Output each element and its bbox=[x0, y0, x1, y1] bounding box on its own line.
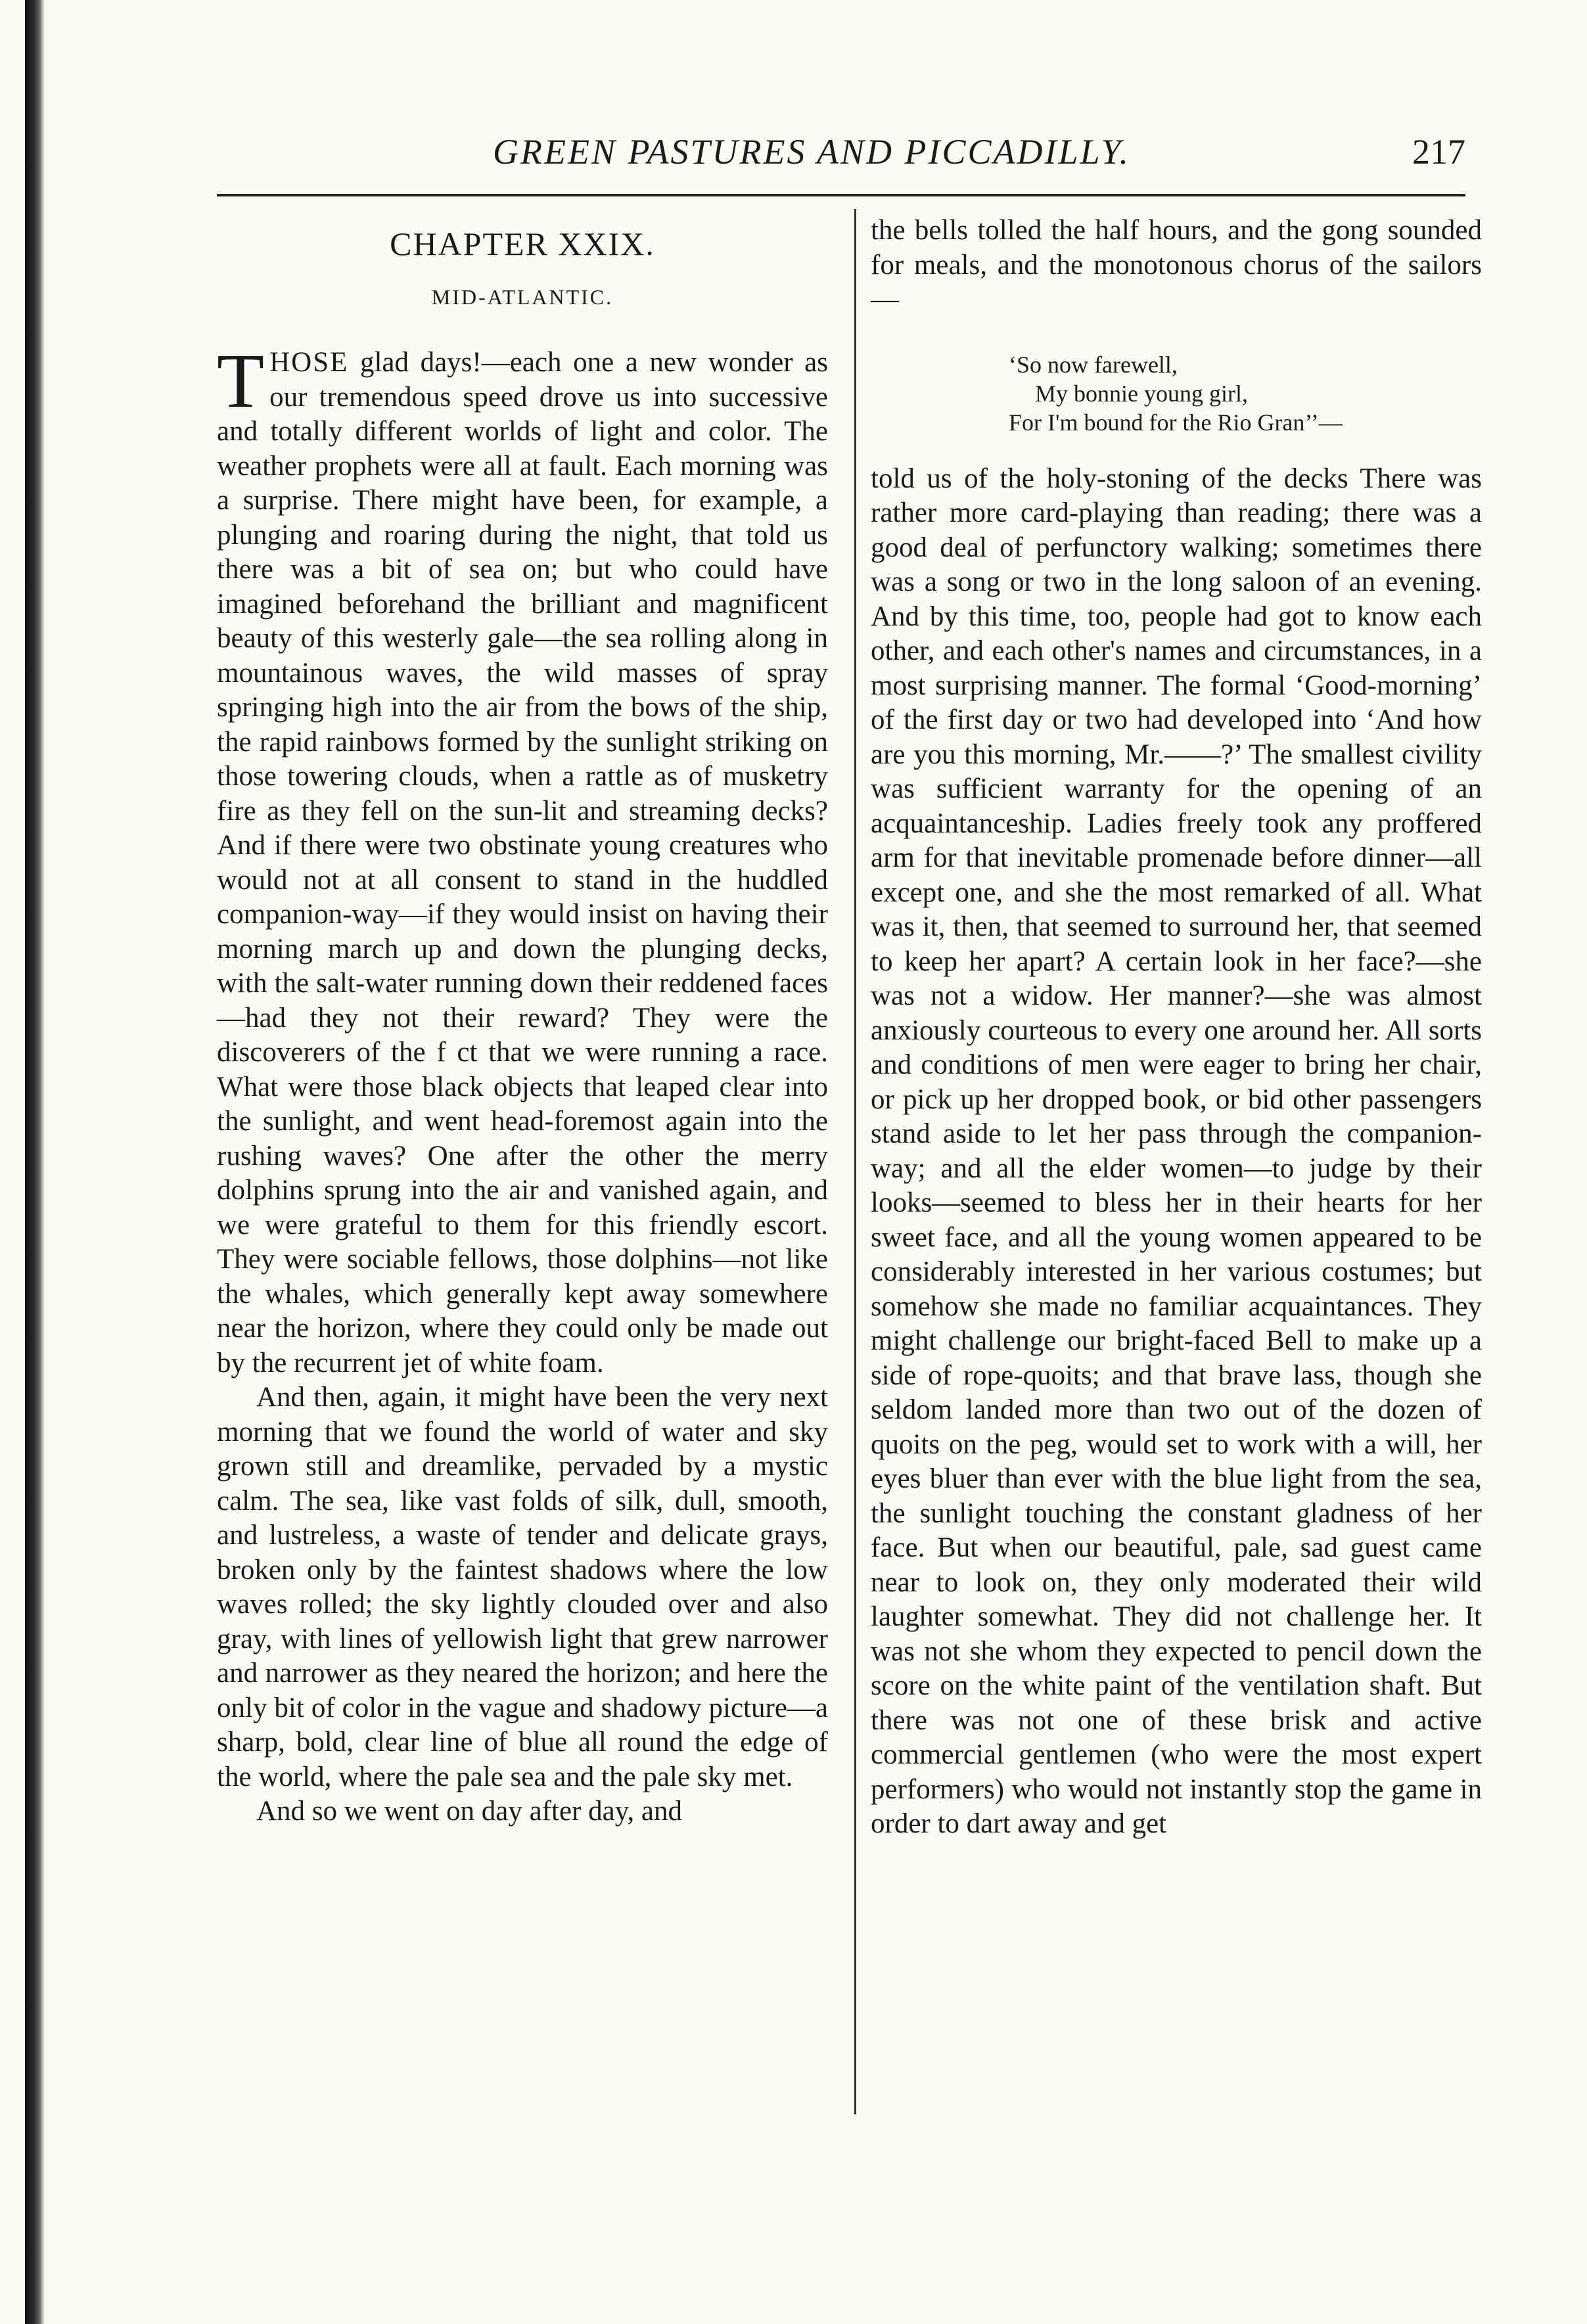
paragraph: And so we went on day after day, and bbox=[256, 1796, 682, 1827]
first-word: HOSE bbox=[269, 347, 349, 378]
verse-line: For I'm bound for the Rio Gran’’— bbox=[1009, 409, 1343, 436]
verse-line: ‘So now farewell, bbox=[1009, 351, 1178, 378]
chapter-subtitle: MID-ATLANTIC. bbox=[431, 285, 614, 309]
page-header bbox=[217, 125, 1465, 177]
right-column bbox=[871, 214, 1482, 1842]
verse-line: My bonnie young girl, bbox=[1035, 380, 1248, 407]
column-divider bbox=[854, 209, 856, 2114]
drop-cap: T bbox=[217, 338, 265, 424]
paragraph: And then, again, it might have been the very next morning that we found the world of water and sky grown still and dreamlike, pervaded by a mystic calm. The sea, like vast folds of silk, dull, smooth, and lustreless, a waste of tender and delicate grays, broken only by the faintest shadows where the low waves rolled; the sky lightly clouded over and also gray, with lines of yellowish light that grew narrower and narrower as they neared the horizon; and here the only bit of color in the vague and shadowy picture—a sharp, bold, clear line of blue all round the edge of the world, where the pale sea and the pale sky met. bbox=[217, 1382, 828, 1792]
paragraph: the bells tolled the half hours, and the gong sounded for meals, and the monotonous chorus of the sailors— bbox=[871, 215, 1482, 315]
verse-quote bbox=[871, 350, 1482, 437]
page-number: 217 bbox=[1412, 132, 1465, 171]
chapter-heading: CHAPTER XXIX. bbox=[390, 225, 655, 262]
left-column bbox=[217, 214, 828, 1829]
running-title: GREEN PASTURES AND PICCADILLY. bbox=[493, 132, 1131, 171]
paragraph: told us of the holy-stoning of the decks There was rather more card-playing than reading; there was a good deal of perfunctory walking; sometimes there was a song or two in the long saloon of an evening. And by this time, too, people had got to know each other, and each other's names and circumstances, in a most surprising manner. The formal ‘Good-morning’ of the first day or two had developed into ‘And how are you this morning, Mr.——?’ The smallest civility was sufficient warranty for the opening of an acquaintanceship. Ladies freely took any proffered arm for that inevitable promenade before dinner—all except one, and she the most remarked of all. What was it, then, that seemed to surround her, that seemed to keep her apart? A certain look in her face?—she was not a widow. Her manner?—she was almost anxiously courteous to every one around her. All sorts and conditions of men were eager to bring her chair, or pick up her dropped book, or bid other passengers stand aside to let her pass through the companion-way; and all the elder women—to judge by their looks—seemed to bless her in their hearts for her sweet face, and all the young women appeared to be considerably interested in her various costumes; but somehow she made no familiar acquaintances. They might challenge our bright-faced Bell to make up a side of rope-quoits; and that brave lass, though she seldom landed more than two out of the dozen of quoits on the peg, would set to work with a will, her eyes bluer than ever with the blue light from the sea, the sunlight touching the constant gladness of her face. But when our beautiful, pale, sad guest came near to look on, they only moderated their wild laughter somewhat. They did not challenge her. It was not she whom they expected to pencil down the score on the white paint of the ventilation shaft. But there was not one of these brisk and active commercial gentlemen (who were the most expert performers) who would not instantly stop the game in order to dart away and get bbox=[871, 463, 1482, 1839]
book-spine-shadow bbox=[25, 0, 45, 2324]
paragraph-text: glad days!—each one a new wonder as our tremendous speed drove us into successive and totally different worlds of light and color. The weather prophets were all at fault. Each morning was a surprise. There might have been, for example, a plunging and roaring during the night, that told us there was a bit of sea on; but who could have imagined beforehand the brilliant and magnificent beauty of this westerly gale—the sea rolling along in mountainous waves, the wild masses of spray springing high into the air from the bows of the ship, the rapid rainbows formed by the sunlight striking on those towering clouds, when a rattle as of musketry fire as they fell on the sun-lit and streaming decks? And if there were two obstinate young creatures who would not at all consent to stand in the huddled companion-way—if they would insist on having their morning march up and down the plunging decks, with the salt-water running down their reddened faces—had they not their reward? They were the discoverers of the f ct that we were running a race. What were those black objects that leaped clear into the sunlight, and went head-foremost again into the rushing waves? One after the other the merry dolphins sprung into the air and vanished again, and we were grateful to them for this friendly escort. They were sociable fellows, those dolphins—not like the whales, which generally kept away somewhere near the horizon, where they could only be made out by the recurrent jet of white foam. bbox=[217, 347, 828, 1378]
header-rule bbox=[217, 194, 1465, 196]
paragraph bbox=[217, 338, 828, 1380]
